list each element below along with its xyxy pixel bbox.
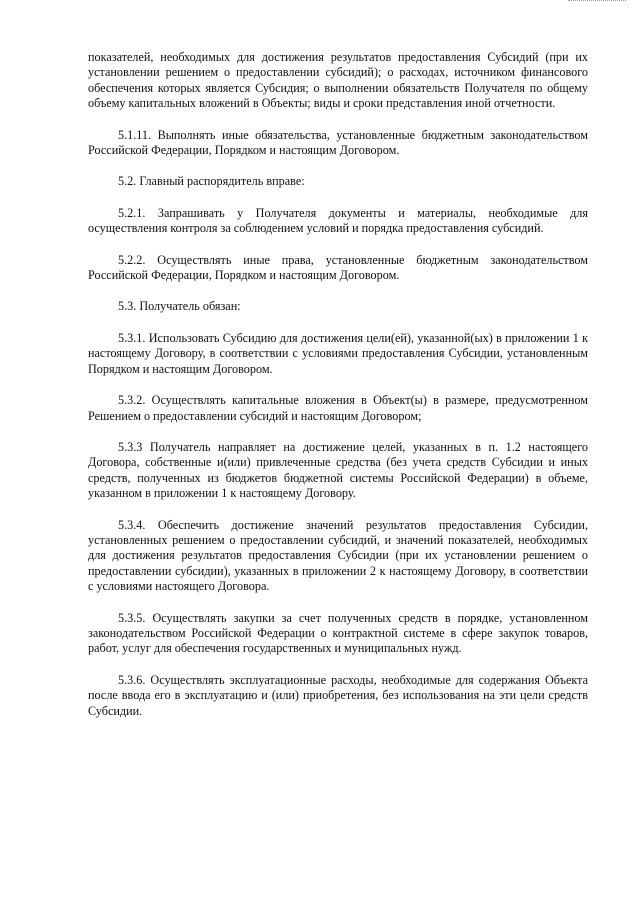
scan-artifact bbox=[568, 0, 626, 3]
paragraph-5-3-2: 5.3.2. Осуществлять капитальные вложения в Объект(ы) в размере, предусмотренном Решением о предоставлении субсидий и настоящим Договором; bbox=[88, 393, 588, 423]
document-body bbox=[88, 50, 588, 719]
paragraph-5-3-1: 5.3.1. Использовать Субсидию для достижения цели(ей), указанной(ых) в приложении 1 к настоящему Договору, в соответствии с условиями предоставления Субсидии, установленным Порядком и настоящим Договором. bbox=[88, 330, 588, 376]
paragraph-5-2-2: 5.2.2. Осуществлять иные права, установленные бюджетным законодательством Российской Федерации, Порядком и настоящим Договором. bbox=[88, 252, 588, 283]
paragraph-reporting-continuation: показателей, необходимых для достижения результатов предоставления Субсидий (при их установлении решением о предоставлении субсидий); о расходах, источником финансового обеспечения которых является Субсидия; о выполнении обязательств Получателя по общему объему капитальных вложений в Объекты; виды и сроки представления иной отчетности. bbox=[88, 50, 588, 111]
paragraph-5-2-1: 5.2.1. Запрашивать у Получателя документы и материалы, необходимые для осуществления контроля за соблюдением условий и порядка предоставления субсидий. bbox=[88, 205, 588, 236]
paragraph-5-3-3: 5.3.3 Получатель направляет на достижение целей, указанных в п. 1.2 настоящего Договора, собственные и(или) привлеченные средства (без учета средств Субсидии и иных средств, полученных из бюджетов бюджетной системы Российской Федерации) в объеме, указанном в приложении 1 к настоящему Договору. bbox=[88, 439, 588, 501]
section-heading-5-2: 5.2. Главный распорядитель вправе: bbox=[118, 174, 305, 189]
paragraph-5-3-5: 5.3.5. Осуществлять закупки за счет полученных средств в порядке, установленном законодательством Российской Федерации о контрактной системе в сфере закупок товаров, работ, услуг для обеспечения государственных и муниципальных нужд. bbox=[88, 610, 588, 656]
paragraph-5-1-11: 5.1.11. Выполнять иные обязательства, установленные бюджетным законодательством Российской Федерации, Порядком и настоящим Договором. bbox=[88, 127, 588, 158]
paragraph-5-3-4: 5.3.4. Обеспечить достижение значений результатов предоставления Субсидии, установленных решением о предоставлении субсидий, и значений показателей, необходимых для достижения результатов предоставления Субсидии (при их установлении решением о предоставлении субсидии), указанных в приложении 2 к настоящему Договору, в соответствии с условиями настоящего Договора. bbox=[88, 517, 588, 594]
section-heading-5-3: 5.3. Получатель обязан: bbox=[118, 299, 241, 314]
paragraph-5-3-6: 5.3.6. Осуществлять эксплуатационные расходы, необходимые для содержания Объекта после ввода его в эксплуатацию и (или) приобретения, без использования на эти цели средств Субсидии. bbox=[88, 672, 588, 718]
